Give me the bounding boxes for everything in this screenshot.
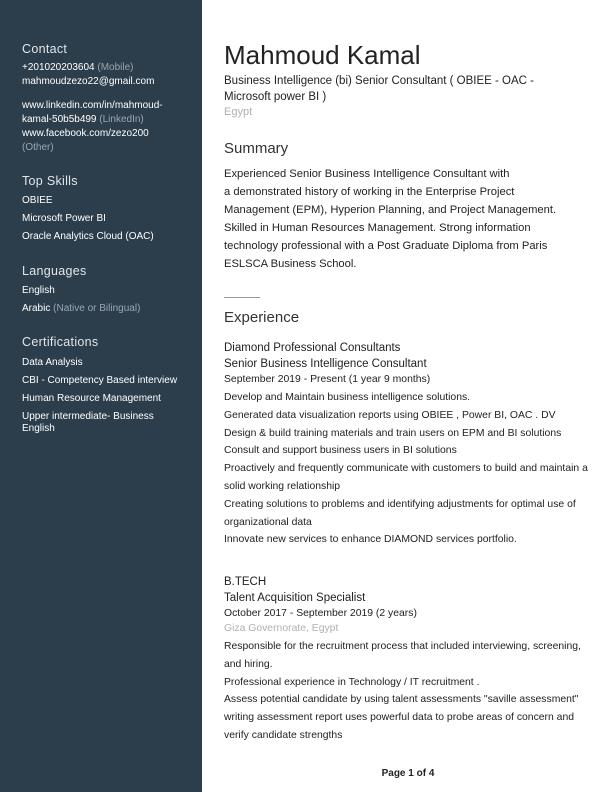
sidebar	[0, 0, 202, 792]
job-bullet: Consult and support business users in BI solutions	[224, 445, 457, 457]
linkedin-link[interactable]	[22, 99, 197, 127]
languages-section	[22, 263, 197, 318]
job-location: Giza Governorate, Egypt	[224, 623, 339, 634]
divider	[224, 297, 260, 298]
job-description	[224, 638, 588, 745]
job-title: Talent Acquisition Specialist	[224, 592, 366, 604]
facebook-label: (Other)	[22, 142, 54, 153]
job-bullet: Innovate new services to enhance DIAMOND services portfolio.	[224, 534, 517, 546]
company-name: B.TECH	[224, 576, 267, 588]
linkedin-label: (LinkedIn)	[99, 114, 144, 125]
certification-item: Data Analysis	[22, 357, 83, 368]
phone-label: (Mobile)	[97, 62, 134, 73]
email-link[interactable]: mahmoudzezo22@gmail.com	[22, 76, 155, 87]
contact-section	[22, 41, 197, 155]
header	[224, 40, 588, 120]
job-bullet: Creating solutions to problems and identifying adjustments for optimal use of organizational data	[224, 498, 576, 528]
summary-section	[224, 139, 588, 273]
skills-section	[22, 173, 197, 246]
language-name: English	[22, 285, 55, 296]
job-dates: September 2019 - Present (1 year 9 months)	[224, 374, 431, 385]
skill-item: OBIEE	[22, 195, 53, 206]
experience-section	[224, 308, 588, 328]
location: Egypt	[224, 106, 253, 118]
linkedin-url-2[interactable]: kamal-50b5b499	[22, 114, 97, 125]
skill-item: Oracle Analytics Cloud (OAC)	[22, 231, 154, 242]
linkedin-url-1[interactable]: www.linkedin.com/in/mahmoud-	[22, 100, 163, 111]
contact-heading: Contact	[22, 42, 68, 56]
certifications-heading: Certifications	[22, 335, 99, 349]
headline: Business Intelligence (bi) Senior Consultant ( OBIEE - OAC - Microsoft power BI )	[224, 75, 534, 103]
summary-line: Management (EPM), Hyperion Planning, and Project Management.	[224, 204, 557, 216]
page-number: Page 1 of 4	[381, 768, 435, 779]
language-level: (Native or Bilingual)	[53, 303, 141, 314]
summary-text	[224, 165, 588, 273]
job-bullet: Proactively and frequently communicate with customers to build and maintain a solid working relationship	[224, 463, 588, 492]
person-name: Mahmoud Kamal	[224, 40, 421, 70]
certification-item: Human Resource Management	[22, 393, 161, 404]
job-dates: October 2017 - September 2019 (2 years)	[224, 608, 417, 619]
job-description	[224, 389, 588, 549]
job-bullet: Design & build training materials and train users on EPM and BI solutions	[224, 427, 562, 439]
job-bullet: Professional experience in Technology / IT recruitment .	[224, 676, 480, 688]
skill-item: Microsoft Power BI	[22, 213, 106, 224]
phone-number: +201020203604	[22, 62, 95, 73]
summary-line: technology professional with a Post Graduate Diploma from Paris	[224, 240, 548, 252]
certification-item: Upper intermediate- Business English	[22, 411, 154, 434]
certifications-section	[22, 334, 197, 435]
job-bullet: Responsible for the recruitment process that included interviewing, screening, and hiring.	[224, 641, 581, 670]
language-name: Arabic	[22, 303, 51, 314]
phone	[22, 61, 197, 75]
job-bullet: Develop and Maintain business intelligence solutions.	[224, 392, 471, 403]
summary-line: Experienced Senior Business Intelligence Consultant with	[224, 168, 510, 180]
skills-heading: Top Skills	[22, 174, 78, 188]
experience-heading: Experience	[224, 309, 300, 326]
job-title: Senior Business Intelligence Consultant	[224, 358, 427, 370]
job-entry	[224, 574, 588, 745]
summary-line: a demonstrated history of working in the Enterprise Project	[224, 186, 515, 198]
job-bullet: Assess potential candidate by using talent assessments "saville assessment" writing assessment report uses powerful data to probe areas of concern and verify candidate strengths	[224, 694, 579, 741]
language-item	[22, 282, 197, 300]
summary-line: ESLSCA Business School.	[224, 258, 357, 270]
certification-item: CBI - Competency Based interview	[22, 375, 178, 386]
summary-heading: Summary	[224, 140, 289, 157]
job-entry	[224, 340, 588, 549]
summary-line: Skilled in Human Resources Management. Strong information	[224, 222, 531, 234]
facebook-link[interactable]: www.facebook.com/zezo200	[22, 128, 149, 139]
language-item	[22, 300, 197, 318]
company-name: Diamond Professional Consultants	[224, 342, 401, 354]
languages-heading: Languages	[22, 264, 87, 278]
job-bullet: Generated data visualization reports using OBIEE , Power BI, OAC . DV	[224, 409, 556, 421]
